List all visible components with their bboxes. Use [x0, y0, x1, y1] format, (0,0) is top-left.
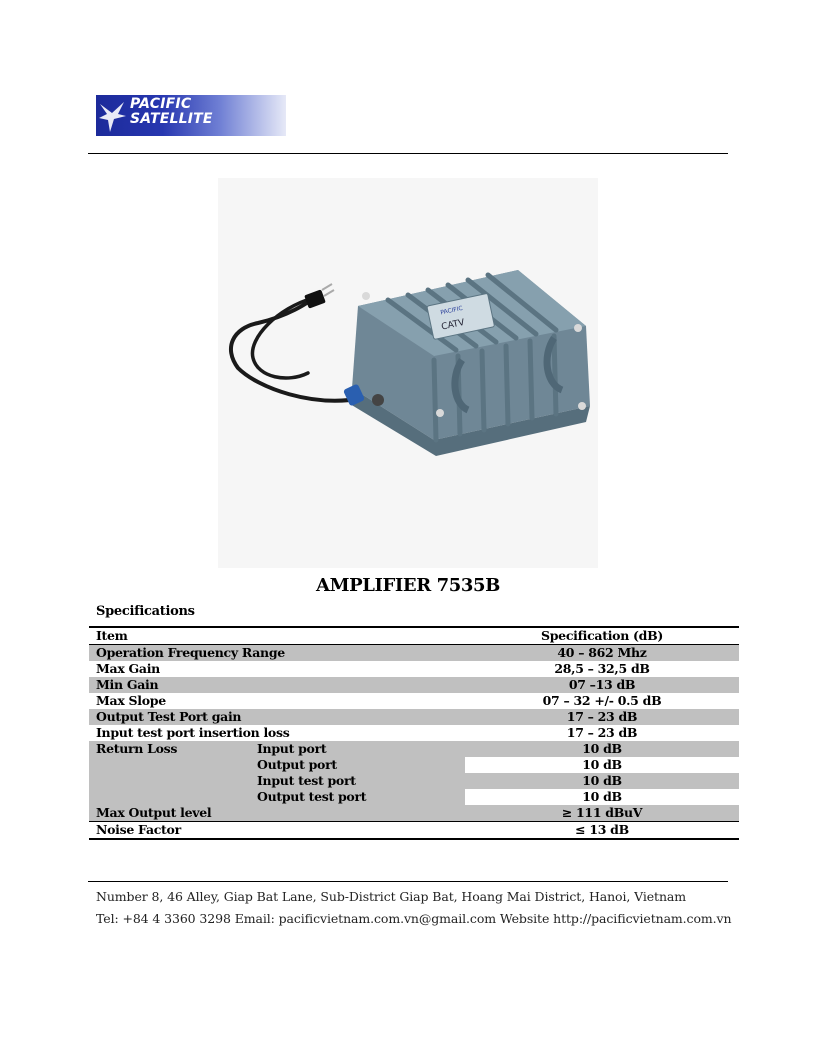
amplifier-image [218, 178, 598, 568]
port-label: Input port [254, 741, 465, 757]
table-row [89, 822, 739, 840]
row-item: Min Gain [89, 677, 465, 693]
row-item: Max Output level [89, 805, 465, 822]
table-row [89, 741, 739, 757]
table-header-row [89, 627, 739, 645]
header-value: Specification (dB) [465, 627, 739, 645]
header-divider [88, 153, 728, 154]
row-value: 40 – 862 Mhz [465, 645, 739, 662]
port-label: Output test port [254, 789, 465, 805]
row-item: Noise Factor [89, 822, 465, 840]
footer-address: Number 8, 46 Alley, Giap Bat Lane, Sub-District Giap Bat, Hoang Mai District, Hanoi, Vietnam [96, 889, 687, 904]
image-brand-text: PACIFIC [439, 304, 464, 317]
product-title: AMPLIFIER 7535B [316, 575, 500, 596]
row-value: 17 – 23 dB [465, 709, 739, 725]
row-value: ≥ 111 dBuV [465, 805, 739, 822]
row-item: Max Gain [96, 661, 160, 676]
table-row [89, 645, 739, 662]
bird-logo-icon [98, 98, 128, 134]
product-photo [218, 178, 598, 568]
port-label: Output port [254, 757, 465, 773]
row-value: ≤ 13 dB [465, 822, 739, 840]
row-value: 28,5 – 32,5 dB [554, 661, 650, 676]
row-value: 07 – 32 +/- 0.5 dB [542, 693, 662, 708]
return-loss-label: Return Loss [89, 741, 254, 805]
image-model-text: CATV [440, 317, 466, 333]
logo-line2: SATELLITE [130, 111, 213, 127]
specifications-heading: Specifications [96, 604, 195, 619]
logo-line1: PACIFIC [130, 96, 192, 112]
table-row [89, 661, 739, 677]
row-value: 17 – 23 dB [566, 725, 638, 740]
logo-text [130, 97, 213, 127]
row-item: Operation Frequency Range [89, 645, 465, 662]
port-label: Input test port [254, 773, 465, 789]
port-value: 10 dB [465, 789, 739, 805]
footer-contact: Tel: +84 4 3360 3298 Email: pacificvietnam.com.vn@gmail.com Website http://pacificvietnam.com.vn [96, 911, 732, 926]
port-value: 10 dB [465, 773, 739, 789]
table-row [89, 693, 739, 709]
row-item: Max Slope [96, 693, 166, 708]
row-item: Output Test Port gain [89, 709, 465, 725]
port-value: 10 dB [465, 757, 739, 773]
row-item: Input test port insertion loss [96, 725, 290, 740]
table-row [89, 805, 739, 822]
header-item: Item [89, 627, 465, 645]
port-value: 10 dB [465, 741, 739, 757]
specifications-table [89, 626, 739, 840]
company-logo [96, 95, 286, 136]
table-row [89, 709, 739, 725]
footer-divider [88, 881, 728, 882]
table-row [89, 677, 739, 693]
table-row [89, 725, 739, 741]
row-value: 07 –13 dB [465, 677, 739, 693]
